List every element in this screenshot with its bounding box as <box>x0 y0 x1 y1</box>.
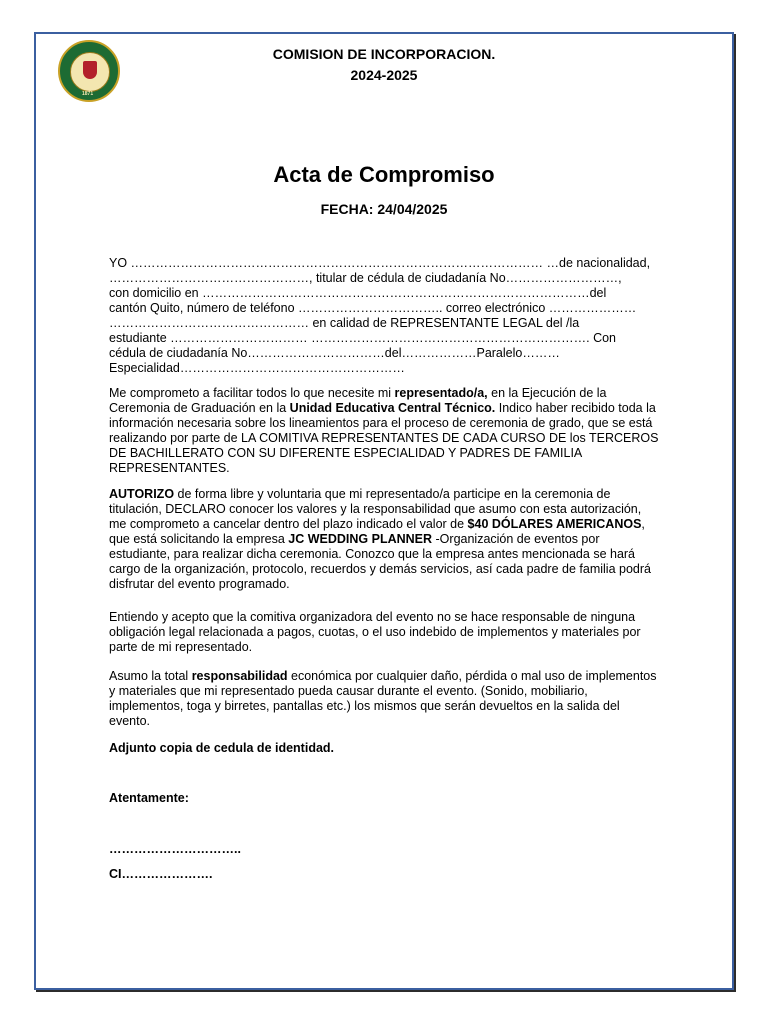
personal-data-block <box>109 256 661 376</box>
seal-year: 1871 <box>82 91 94 97</box>
text-run: económica por cualquier daño, pérdida o mal uso de implementos y materiales que mi representado pueda causar durante el evento. (Sonido, mobiliario, implementos, toga y birretes, pantallas etc.) los mismos que serán devueltos en la salida del evento. <box>109 669 657 728</box>
signature-line: ………………………….. <box>109 842 241 856</box>
text-run: Asumo la total <box>109 669 192 683</box>
text-run: Indico haber recibido toda la información necesaria sobre los lineamientos para el proceso de ceremonia de grado, que se está realizando por parte de LA COMITIVA REPRESENTANTES DE CADA CURSO DE los TERCEROS DE BACHILLERATO CON SU DIFERENTE ESPECIALIDAD Y PADRES DE FAMILIA REPRESENTANTES. <box>109 401 659 475</box>
text-run-bold: responsabilidad <box>191 669 288 683</box>
personal-line: YO ……………………………………………………………………………………… …de nacionalidad, <box>109 256 651 270</box>
school-name: Unidad Educativa Central Técnico. <box>289 401 496 415</box>
payment-amount: $40 DÓLARES AMERICANOS <box>467 517 642 531</box>
text-run: en la Ejecución de la Ceremonia de Graduación en la <box>109 386 607 415</box>
text-run: de forma libre y voluntaria que mi representado/a participe en la ceremonia de titulación, DECLARO conocer los valores y la responsabilidad que asumo con esta autorización, me comprometo a cancelar dentro del plazo indicado el valor de <box>109 487 642 531</box>
liability-paragraph: Entiendo y acepto que la comitiva organizadora del evento no se hace responsable de ninguna obligación legal relacionada a pagos, cuotas, o el uso indebido de implementos y materiales por parte de mi representado. <box>109 610 641 654</box>
text-run-bold: representado/a, <box>394 386 488 400</box>
personal-line: cantón Quito, número de teléfono …………………………….. correo electrónico ………………… <box>109 301 637 315</box>
responsibility-paragraph <box>109 669 661 729</box>
document-date: FECHA: 24/04/2025 <box>320 201 448 217</box>
personal-line: cédula de ciudadanía No……………………………del………………Paralelo……… <box>109 346 560 360</box>
company-name: JC WEDDING PLANNER <box>288 532 433 546</box>
period-heading: 2024-2025 <box>350 67 418 83</box>
attachment-note: Adjunto copia de cedula de identidad. <box>109 741 335 755</box>
text-run: -Organización de eventos por estudiante, para realizar dicha ceremonia. Conozco que la empresa antes mencionada se hará cargo de la organización, protocolo, recuerdos y demás servicios, así cada padre de familia podrá disfrutar del evento programado. <box>109 532 651 591</box>
commission-heading: COMISION DE INCORPORACION. <box>272 46 496 62</box>
personal-line: estudiante …………………………… …………………………………………………………. Con <box>109 331 617 345</box>
closing-salutation: Atentamente: <box>109 791 189 805</box>
authorization-paragraph <box>109 487 661 592</box>
id-number-line: CI…………………. <box>109 867 213 881</box>
personal-line: con domicilio en …………………………………………………………………………………del <box>109 286 607 300</box>
text-run: Me comprometo a facilitar todos lo que necesite mi <box>109 386 395 400</box>
text-run: , que está solicitando la empresa <box>109 517 645 546</box>
personal-line: Especialidad……………………………………………… <box>109 361 405 375</box>
personal-line: ………………………………………… en calidad de REPRESENTANTE LEGAL del /la <box>109 316 580 330</box>
commitment-paragraph <box>109 386 661 476</box>
document-title: Acta de Compromiso <box>273 162 495 187</box>
personal-line: …………………………………………, titular de cédula de ciudadanía No………………………, <box>109 271 622 285</box>
text-run-bold: AUTORIZO <box>109 487 175 501</box>
